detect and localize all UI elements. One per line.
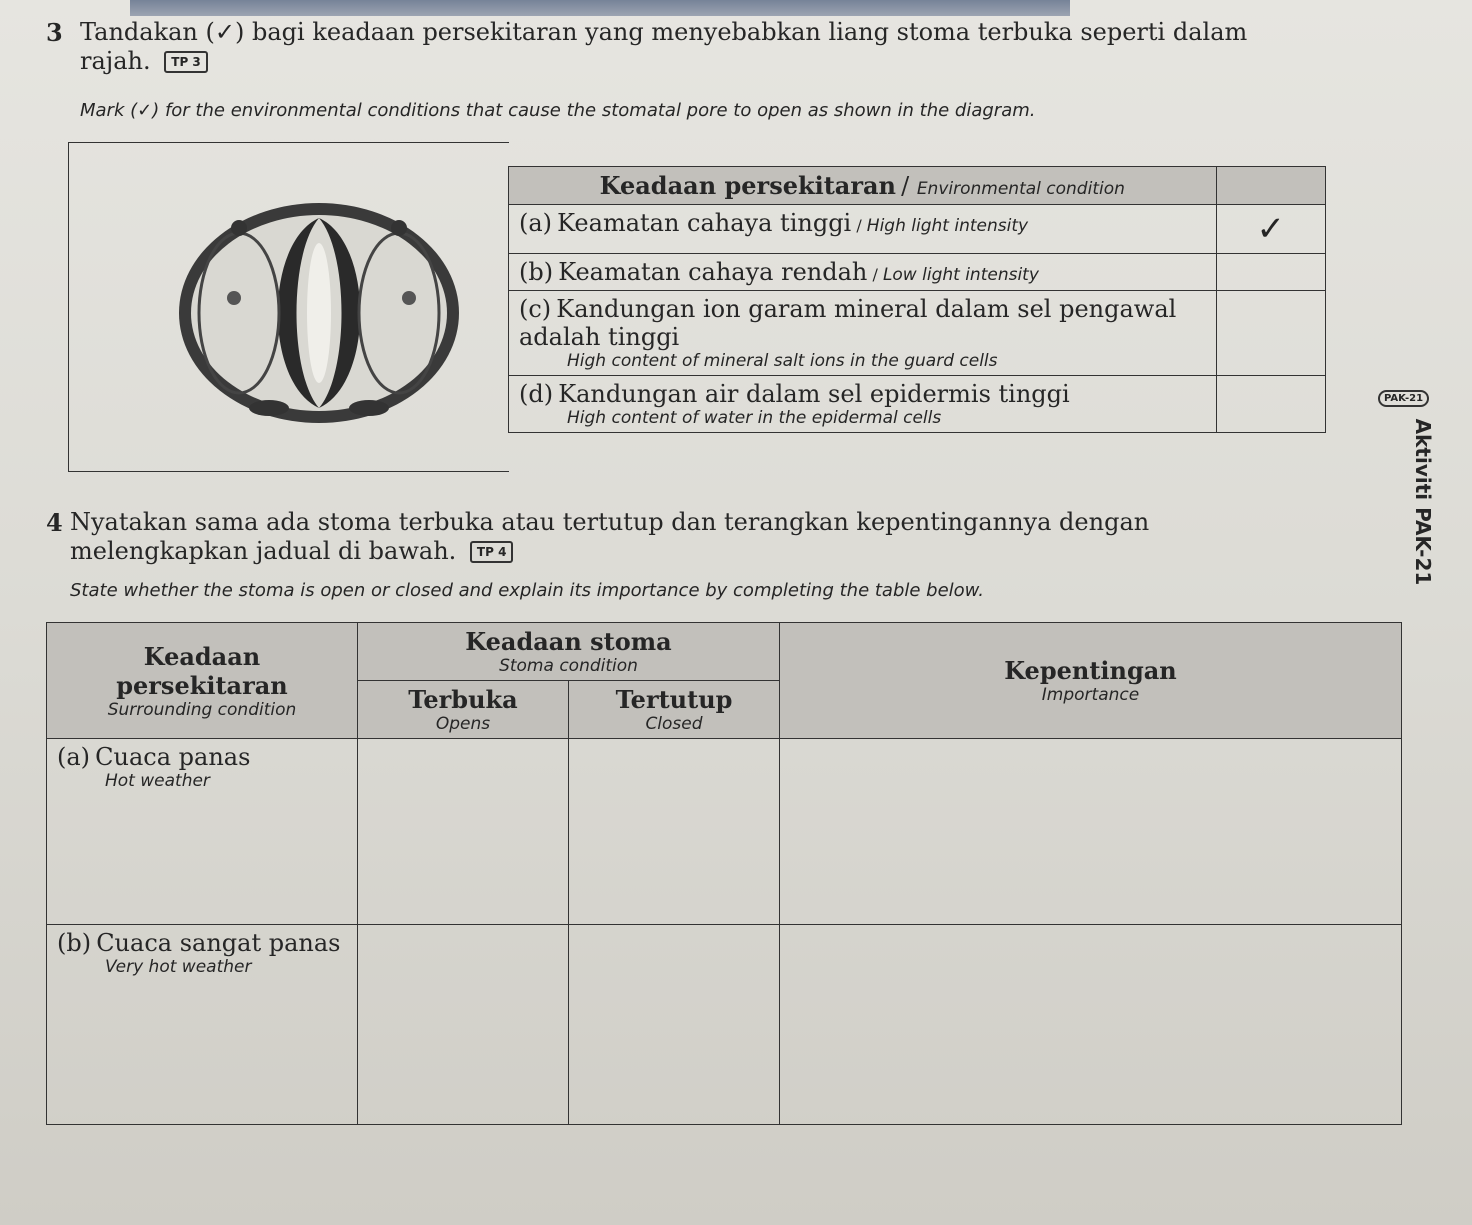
q3-text-ms-line2: rajah. bbox=[80, 46, 151, 75]
q4-table bbox=[46, 622, 1402, 1125]
q3-row-b bbox=[509, 254, 1326, 291]
q4-row-a-closed-cell[interactable] bbox=[569, 739, 780, 925]
q3-row-c-label: (c) bbox=[519, 295, 552, 323]
q4-row-b-label: (b) bbox=[57, 929, 92, 957]
q3-row-b-label: (b) bbox=[519, 258, 554, 286]
q4-tp-badge: TP 4 bbox=[470, 541, 514, 563]
q3-header-en: Environmental condition bbox=[916, 179, 1125, 199]
q3-row-d-ms: Kandungan air dalam sel epidermis tinggi bbox=[558, 380, 1070, 408]
q4-header-importance bbox=[780, 623, 1402, 739]
q4-header-closed bbox=[569, 681, 780, 739]
q3-row-b-condition: (b) Keamatan cahaya rendah / Low light intensity bbox=[509, 254, 1217, 291]
open-stoma-diagram bbox=[169, 183, 469, 443]
q3-header-ms: Keadaan persekitaran bbox=[599, 171, 896, 200]
q3-row-b-mark[interactable] bbox=[1216, 254, 1325, 291]
q4-header-closed-ms: Tertutup bbox=[615, 685, 733, 714]
q4-row-a-open-cell[interactable] bbox=[358, 739, 569, 925]
q3-row-c-en: High content of mineral salt ions in the guard cells bbox=[567, 351, 998, 371]
q3-row-d-condition bbox=[509, 376, 1217, 433]
q3-text-en: Mark (✓) for the environmental conditions that cause the stomatal pore to open as shown in the diagram. bbox=[80, 100, 1036, 121]
q4-row-b-en: Very hot weather bbox=[105, 957, 252, 977]
q4-header-closed-en: Closed bbox=[645, 714, 703, 734]
side-activity-label bbox=[1384, 393, 1435, 600]
q4-header-open bbox=[358, 681, 569, 739]
pak21-vertical-text: Aktiviti PAK-21 bbox=[1411, 418, 1435, 586]
top-edge-shadow bbox=[130, 0, 1070, 16]
q4-row-a-en: Hot weather bbox=[105, 771, 210, 791]
q4-row-a-condition bbox=[47, 739, 358, 925]
q4-header-condition-ms: Keadaan persekitaran bbox=[116, 641, 288, 700]
q4-header-row-1 bbox=[47, 623, 1402, 681]
pak21-badge: PAK-21 bbox=[1378, 390, 1429, 407]
q3-header-condition: Keadaan persekitaran / Environmental condition bbox=[509, 167, 1217, 205]
q4-header-condition bbox=[47, 623, 358, 739]
stoma-diagram-frame bbox=[68, 142, 509, 472]
q4-text-en: State whether the stoma is open or closed and explain its importance by completing the table below. bbox=[70, 580, 984, 601]
q4-row-b-condition bbox=[47, 925, 358, 1125]
q4-row-b-importance-cell[interactable] bbox=[780, 925, 1402, 1125]
q4-header-stoma bbox=[358, 623, 780, 681]
q3-row-a-label: (a) bbox=[519, 209, 553, 237]
q4-row-a bbox=[47, 739, 1402, 925]
q3-table bbox=[508, 166, 1326, 433]
q3-row-c-ms: Kandungan ion garam mineral dalam sel pengawal adalah tinggi bbox=[519, 295, 1177, 351]
q4-number: 4 bbox=[46, 508, 63, 537]
q4-row-a-importance-cell[interactable] bbox=[780, 739, 1402, 925]
q4-header-open-en: Opens bbox=[435, 714, 491, 734]
q4-row-a-ms: Cuaca panas bbox=[95, 743, 251, 771]
q3-text-ms bbox=[80, 18, 1410, 76]
q3-row-c-mark[interactable] bbox=[1216, 291, 1325, 376]
q3-row-a bbox=[509, 205, 1326, 254]
q4-text-ms bbox=[70, 508, 1360, 566]
q4-text-ms-line2: melengkapkan jadual di bawah. bbox=[70, 536, 457, 565]
q4-header-importance-en: Importance bbox=[1041, 685, 1140, 705]
q3-row-a-ms: Keamatan cahaya tinggi bbox=[557, 209, 852, 237]
q3-row-d-en: High content of water in the epidermal cells bbox=[567, 408, 942, 428]
q3-row-c-condition bbox=[509, 291, 1217, 376]
q3-row-d-label: (d) bbox=[519, 380, 554, 408]
q3-row-d bbox=[509, 376, 1326, 433]
q4-header-condition-en: Surrounding condition bbox=[107, 699, 297, 720]
q4-header-stoma-ms: Keadaan stoma bbox=[465, 627, 672, 656]
q4-text-ms-line1: Nyatakan sama ada stoma terbuka atau tertutup dan terangkan kepentingannya dengan bbox=[70, 508, 1150, 536]
q3-header-mark bbox=[1216, 167, 1325, 205]
q4-header-open-ms: Terbuka bbox=[408, 685, 518, 714]
q3-row-a-condition: (a) Keamatan cahaya tinggi / High light intensity bbox=[509, 205, 1217, 254]
q3-row-a-mark[interactable]: ✓ bbox=[1216, 205, 1325, 254]
q3-row-b-ms: Keamatan cahaya rendah bbox=[558, 258, 868, 286]
q3-tp-badge: TP 3 bbox=[164, 51, 208, 73]
q3-row-a-en: High light intensity bbox=[866, 216, 1029, 236]
q3-row-c bbox=[509, 291, 1326, 376]
q4-row-a-label: (a) bbox=[57, 743, 91, 771]
q4-row-b-open-cell[interactable] bbox=[358, 925, 569, 1125]
q4-header-importance-ms: Kepentingan bbox=[1004, 656, 1177, 685]
q3-table-header-row bbox=[509, 167, 1326, 205]
q3-row-d-mark[interactable] bbox=[1216, 376, 1325, 433]
q4-row-b bbox=[47, 925, 1402, 1125]
q3-text-ms-line1: Tandakan (✓) bagi keadaan persekitaran yang menyebabkan liang stoma terbuka seperti dalam bbox=[80, 18, 1248, 46]
q4-header-stoma-en: Stoma condition bbox=[499, 656, 638, 676]
q3-row-b-en: Low light intensity bbox=[882, 265, 1039, 285]
q4-row-b-closed-cell[interactable] bbox=[569, 925, 780, 1125]
q3-number: 3 bbox=[46, 18, 63, 47]
q4-row-b-ms: Cuaca sangat panas bbox=[96, 929, 341, 957]
